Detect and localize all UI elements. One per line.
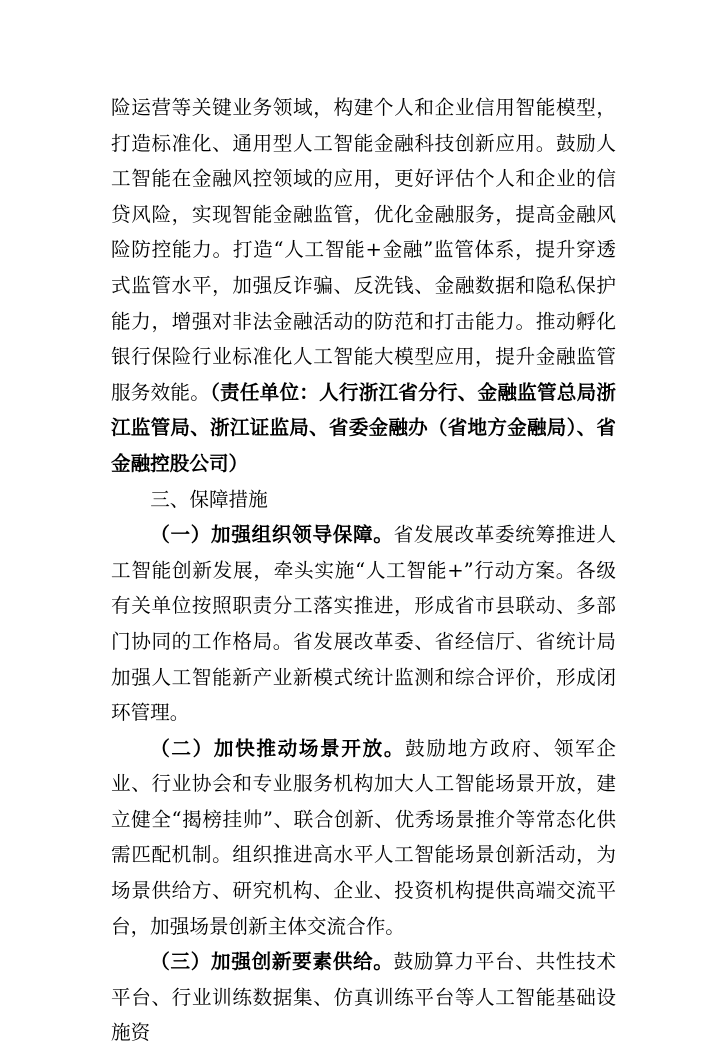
section-heading-safeguards: 三、保障措施 <box>150 487 268 511</box>
subsection-title-scenarios: （二）加快推动场景开放。 <box>150 736 406 760</box>
paragraph-scenarios-body: 鼓励地方政府、领军企业、行业协会和专业服务机构加大人工智能场景开放，建立健全“揭榜挂帅”、联合创新、优秀场景推介等常态化供需匹配机制。组织推进高水平人工智能场景创新活动，为场景供给方、研究机构、企业、投资机构提供高端交流平台，加强场景创新主体交流合作。 <box>111 736 617 938</box>
paragraph-organization-body: 省发展改革委统筹推进人工智能创新发展，牵头实施“人工智能+”行动方案。各级有关单位按照职责分工落实推进，形成省市县联动、多部门协同的工作格局。省发展改革委、省经信厅、省统计局加强人工智能新产业新模式统计监测和综合评价，形成闭环管理。 <box>111 523 617 725</box>
subsection-title-organization: （一）加强组织领导保障。 <box>150 523 394 547</box>
paragraph-innovation-body: 鼓励算力平台、共性技术平台、行业训练数据集、仿真训练平台等人工智能基础设施资 <box>111 950 617 1045</box>
paragraph-innovation <box>111 944 616 1051</box>
document-page <box>111 90 616 1051</box>
subsection-title-innovation: （三）加强创新要素供给。 <box>150 950 394 974</box>
paragraph-scenarios <box>111 731 616 945</box>
responsibility-note: （责任单位：人行浙江省分行、金融监管总局浙江监管局、浙江证监局、省委金融办（省地方金融局）、省金融控股公司） <box>111 380 617 475</box>
paragraph-finance-ai <box>111 90 616 482</box>
paragraph-organization <box>111 517 616 731</box>
paragraph-finance-ai-text: 险运营等关键业务领域，构建个人和企业信用智能模型，打造标准化、通用型人工智能金融科技创新应用。鼓励人工智能在金融风控领域的应用，更好评估个人和企业的信贷风险，实现智能金融监管，优化金融服务，提高金融风险防控能力。打造“人工智能+金融”监管体系，提升穿透式监管水平，加强反诈骗、反洗钱、金融数据和隐私保护能力，增强对非法金融活动的防范和打击能力。推动孵化银行保险行业标准化人工智能大模型应用，提升金融监管服务效能。 <box>111 96 616 404</box>
